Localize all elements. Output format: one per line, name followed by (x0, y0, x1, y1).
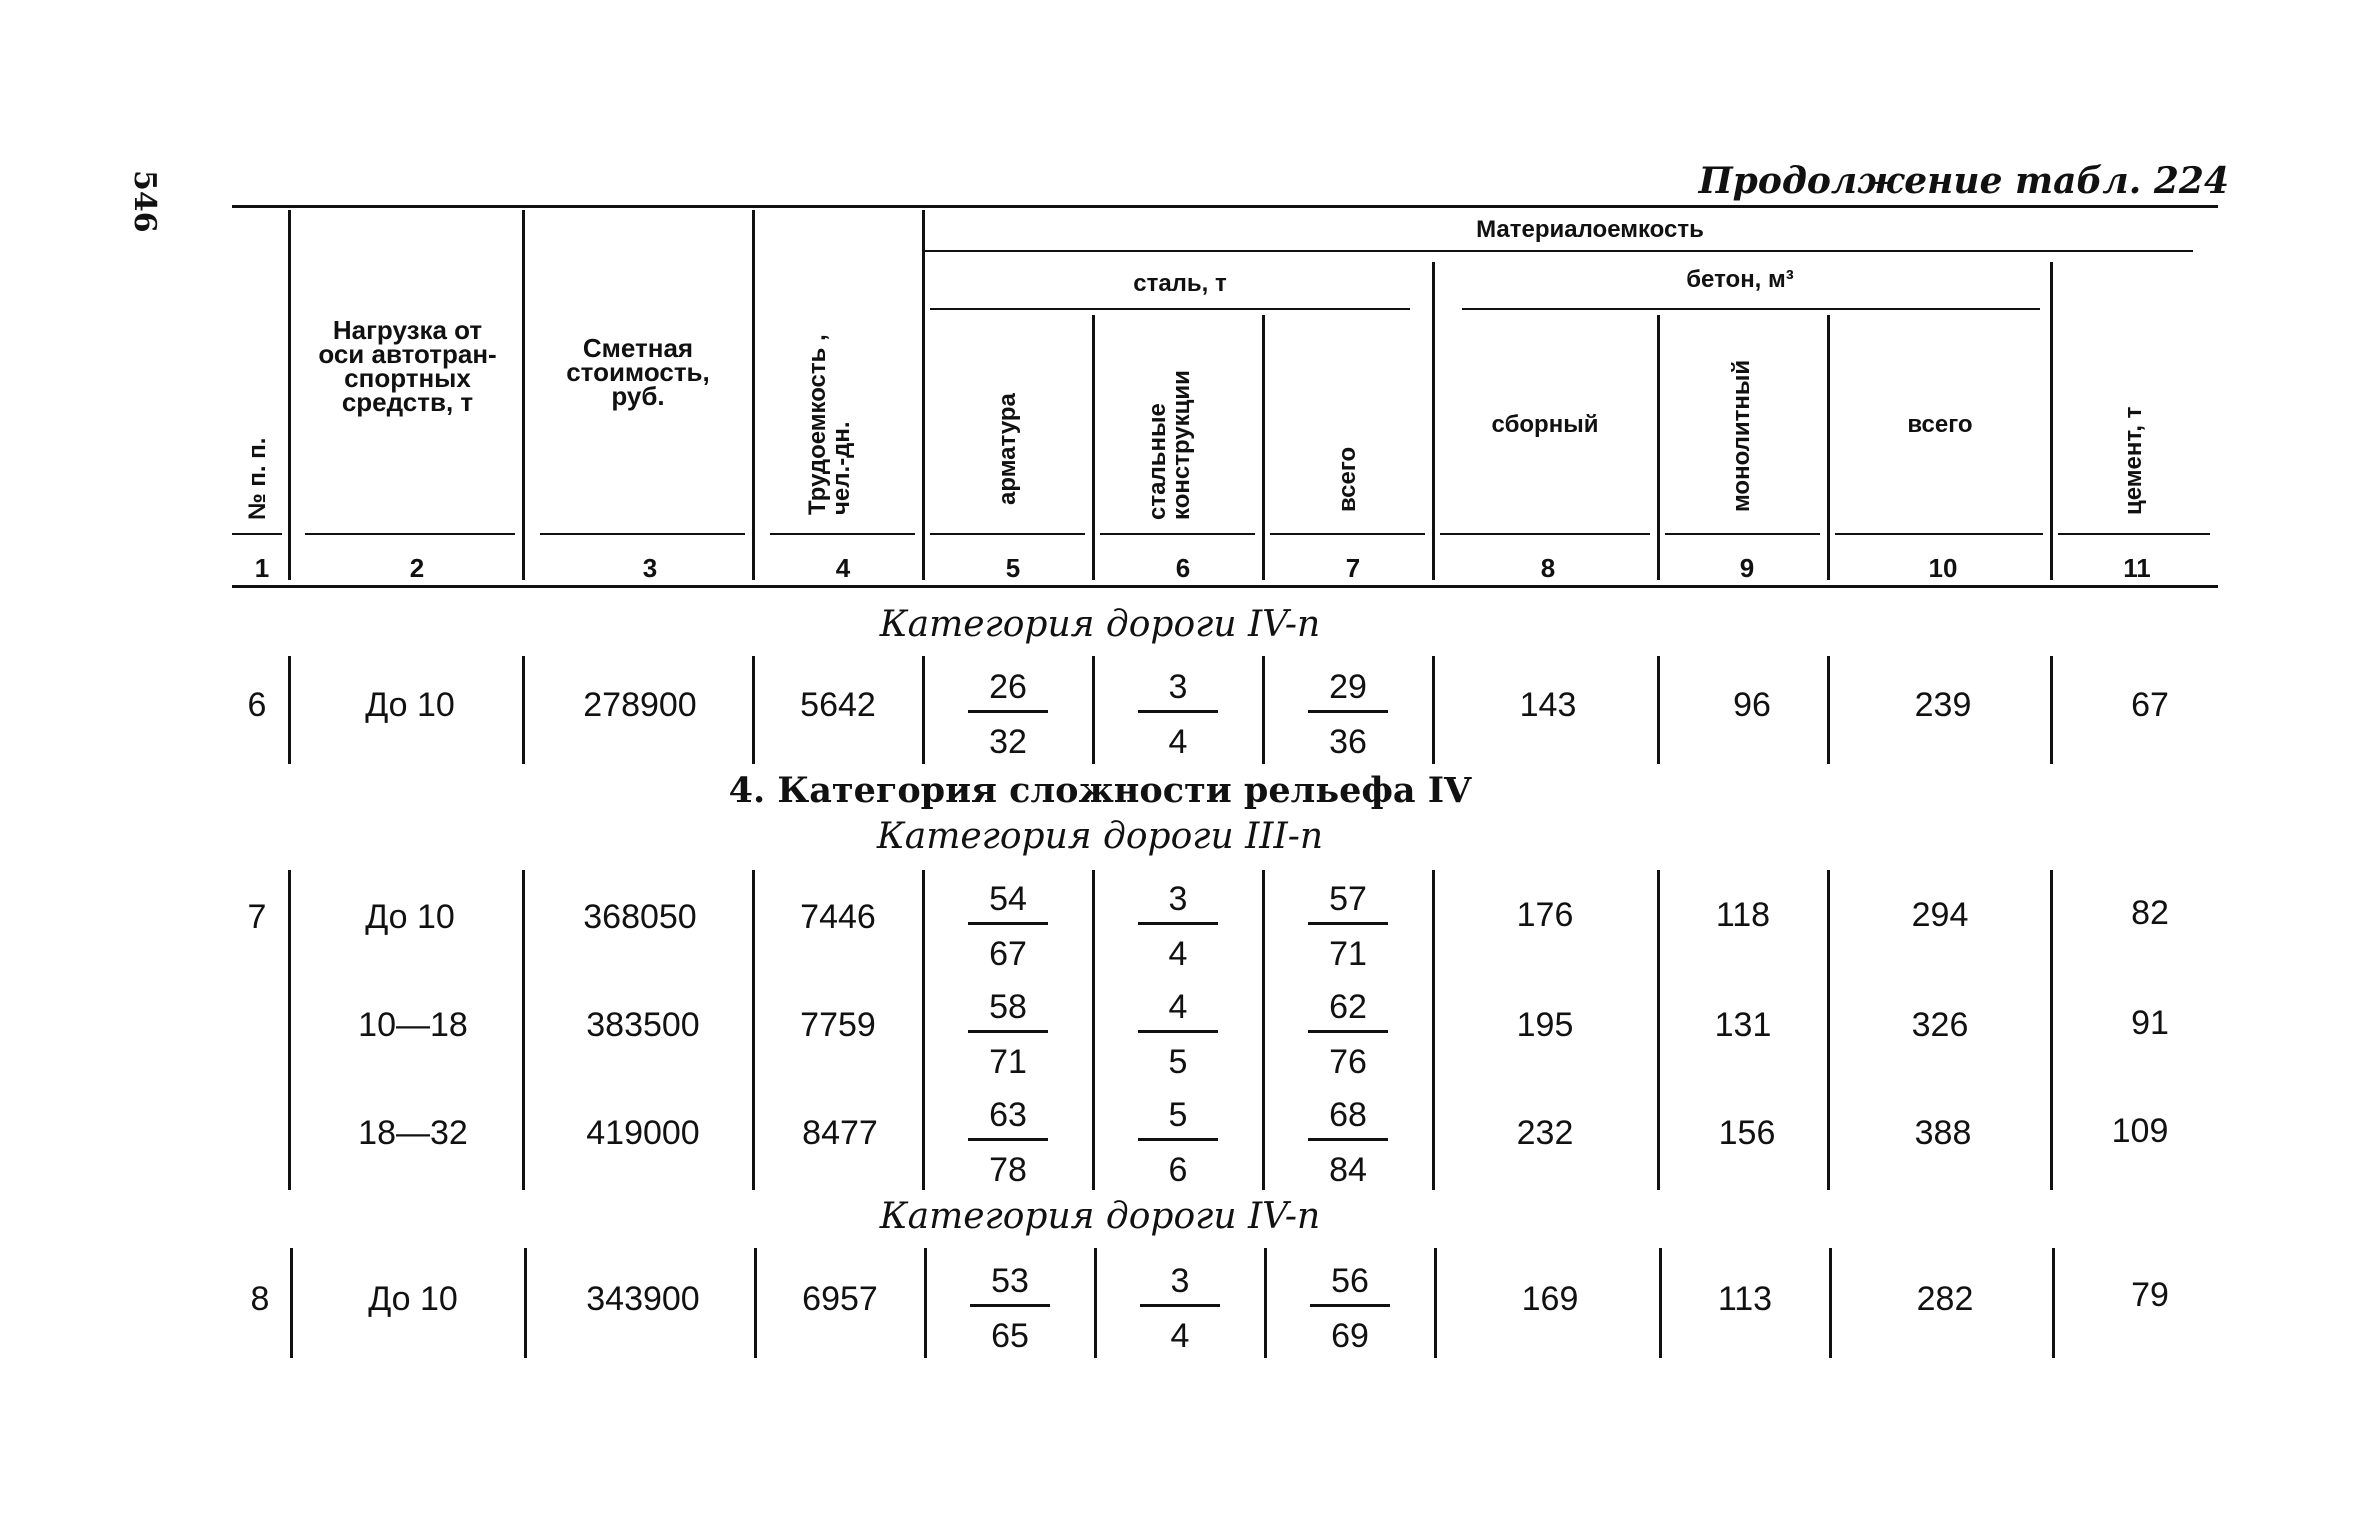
column-number: 11 (2123, 553, 2151, 583)
cell-steel-total-fraction (1308, 988, 1388, 1081)
header-divider (288, 210, 291, 580)
cell-structures-fraction (1138, 880, 1218, 973)
cell-steel-total-fraction (1308, 1096, 1388, 1189)
cell-concrete-total: 388 (1914, 1114, 1972, 1152)
table-top-rule (232, 205, 2218, 208)
header-monolithic: монолитный (1728, 359, 1755, 512)
header-labor: Трудоемкость , чел.-дн. (804, 334, 855, 515)
header-row-number: № п. п. (244, 437, 271, 520)
column-number: 9 (1739, 553, 1755, 583)
column-number: 1 (254, 553, 270, 583)
cell-row-number: 8 (250, 1280, 270, 1318)
cell-underline (1835, 533, 2043, 535)
denominator: 84 (1329, 1151, 1367, 1189)
denominator: 4 (1170, 1317, 1190, 1355)
column-number: 10 (1928, 553, 1958, 583)
cell-load: До 10 (365, 898, 455, 936)
cell-cost: 343900 (586, 1280, 700, 1318)
cell-cement: 79 (2131, 1276, 2169, 1314)
denominator: 71 (989, 1043, 1027, 1081)
header-load: Нагрузка от оси автотран- спортных средств, т (318, 315, 497, 417)
cell-cost: 278900 (583, 686, 697, 724)
cell-underline (770, 533, 915, 535)
group-rule (925, 250, 2193, 252)
column-number: 7 (1345, 553, 1361, 583)
row-divider (1264, 1248, 1267, 1358)
header-divider (1827, 315, 1830, 580)
header-concrete-total: всего (1907, 411, 1973, 438)
cell-load: До 10 (368, 1280, 458, 1318)
cell-rebar-fraction (970, 1262, 1050, 1355)
section-heading: Категория дороги III-п (876, 816, 1324, 857)
denominator: 65 (991, 1317, 1029, 1355)
cell-precast: 232 (1516, 1114, 1574, 1152)
row-divider (1432, 870, 1435, 1190)
header-rebar: арматура (994, 393, 1021, 505)
cell-load: 18—32 (358, 1114, 468, 1152)
cell-load: До 10 (365, 686, 455, 724)
header-precast: сборный (1491, 411, 1599, 438)
cell-labor: 7759 (800, 1006, 876, 1044)
header-steel-total: всего (1334, 446, 1361, 512)
numerator: 3 (1140, 1262, 1220, 1307)
cell-precast: 176 (1516, 896, 1574, 934)
cell-underline (305, 533, 515, 535)
cell-underline (232, 533, 282, 535)
cell-underline (1665, 533, 1820, 535)
cell-load: 10—18 (358, 1006, 468, 1044)
row-divider (522, 870, 525, 1190)
header-concrete: бетон, м³ (1686, 266, 1794, 293)
numerator: 63 (968, 1096, 1048, 1141)
numerator: 62 (1308, 988, 1388, 1033)
header-divider (1092, 315, 1095, 580)
row-divider (522, 656, 525, 764)
denominator: 32 (989, 723, 1027, 761)
steel-rule (930, 308, 1410, 310)
denominator: 67 (989, 935, 1027, 973)
header-materials: Материалоемкость (1476, 216, 1704, 243)
header-divider (752, 210, 755, 580)
cell-rebar-fraction (968, 880, 1048, 973)
header-steel: сталь, т (1133, 270, 1227, 297)
cell-precast: 195 (1516, 1006, 1574, 1044)
cell-steel-total-fraction (1310, 1262, 1390, 1355)
numerator: 53 (970, 1262, 1050, 1307)
header-divider (522, 210, 525, 580)
column-number: 6 (1175, 553, 1191, 583)
denominator: 69 (1331, 1317, 1369, 1355)
denominator: 6 (1168, 1151, 1188, 1189)
cell-row-number: 7 (247, 898, 267, 936)
denominator: 78 (989, 1151, 1027, 1189)
cell-underline (1270, 533, 1425, 535)
cell-underline (540, 533, 745, 535)
cell-rebar-fraction (968, 668, 1048, 761)
numerator: 26 (968, 668, 1048, 713)
cell-concrete-total: 326 (1911, 1006, 1969, 1044)
cell-monolithic: 156 (1718, 1114, 1776, 1152)
cell-concrete-total: 282 (1916, 1280, 1974, 1318)
cell-structures-fraction (1140, 1262, 1220, 1355)
cell-row-number: 6 (247, 686, 267, 724)
denominator: 76 (1329, 1043, 1367, 1081)
header-divider (922, 210, 925, 580)
cell-monolithic: 96 (1733, 686, 1771, 724)
header-divider (1262, 315, 1265, 580)
numerator: 56 (1310, 1262, 1390, 1307)
cell-concrete-total: 239 (1914, 686, 1972, 724)
cell-labor: 7446 (800, 898, 876, 936)
header-steel-structures: стальные конструкции (1144, 370, 1195, 520)
column-number: 3 (642, 553, 658, 583)
denominator: 36 (1329, 723, 1367, 761)
numerator: 3 (1138, 880, 1218, 925)
header-cost: Сметная стоимость, руб. (566, 333, 710, 411)
column-number: 5 (1005, 553, 1021, 583)
row-divider (1092, 656, 1095, 764)
row-divider (524, 1248, 527, 1358)
cell-cement: 67 (2131, 686, 2169, 724)
numerator: 57 (1308, 880, 1388, 925)
cell-structures-fraction (1138, 668, 1218, 761)
cell-rebar-fraction (968, 988, 1048, 1081)
section-heading: Категория дороги IV-п (879, 604, 1321, 645)
numerator: 3 (1138, 668, 1218, 713)
numerator: 4 (1138, 988, 1218, 1033)
denominator: 71 (1329, 935, 1367, 973)
cell-labor: 5642 (800, 686, 876, 724)
cell-labor: 6957 (802, 1280, 878, 1318)
cell-structures-fraction (1138, 988, 1218, 1081)
denominator: 4 (1168, 723, 1188, 761)
cell-underline (1100, 533, 1255, 535)
numerator: 58 (968, 988, 1048, 1033)
row-divider (1262, 656, 1265, 764)
cell-cement: 82 (2131, 894, 2169, 932)
row-divider (1434, 1248, 1437, 1358)
cell-underline (1440, 533, 1650, 535)
cell-steel-total-fraction (1308, 668, 1388, 761)
cell-rebar-fraction (968, 1096, 1048, 1189)
cell-cost: 368050 (583, 898, 697, 936)
denominator: 4 (1168, 935, 1188, 973)
header-bottom-rule (232, 585, 2218, 588)
section-heading: 4. Категория сложности рельефа IV (728, 770, 1472, 811)
cell-labor: 8477 (802, 1114, 878, 1152)
column-number: 4 (835, 553, 851, 583)
row-divider (1094, 1248, 1097, 1358)
numerator: 54 (968, 880, 1048, 925)
cell-steel-total-fraction (1308, 880, 1388, 973)
cell-cost: 383500 (586, 1006, 700, 1044)
cell-concrete-total: 294 (1911, 896, 1969, 934)
cell-precast: 169 (1521, 1280, 1579, 1318)
table-caption: Продолжение табл. 224 (1698, 160, 2229, 202)
cell-underline (2058, 533, 2210, 535)
concrete-rule (1462, 308, 2040, 310)
cell-cost: 419000 (586, 1114, 700, 1152)
cell-precast: 143 (1519, 686, 1577, 724)
denominator: 5 (1168, 1043, 1188, 1081)
numerator: 5 (1138, 1096, 1218, 1141)
row-divider (1432, 656, 1435, 764)
header-divider (1432, 262, 1435, 580)
header-cement: цемент, т (2120, 406, 2147, 515)
header-divider (2050, 262, 2053, 580)
numerator: 29 (1308, 668, 1388, 713)
cell-underline (930, 533, 1085, 535)
row-divider (1262, 870, 1265, 1190)
row-divider (1092, 870, 1095, 1190)
column-number: 8 (1540, 553, 1556, 583)
page-number: 546 (127, 170, 162, 233)
cell-monolithic: 118 (1715, 896, 1771, 934)
cell-structures-fraction (1138, 1096, 1218, 1189)
numerator: 68 (1308, 1096, 1388, 1141)
cell-monolithic: 131 (1714, 1006, 1772, 1044)
cell-cement: 91 (2131, 1004, 2169, 1042)
header-divider (1657, 315, 1660, 580)
cell-monolithic: 113 (1717, 1280, 1773, 1318)
column-number: 2 (409, 553, 425, 583)
section-heading: Категория дороги IV-п (879, 1196, 1321, 1237)
cell-cement: 109 (2111, 1112, 2169, 1150)
